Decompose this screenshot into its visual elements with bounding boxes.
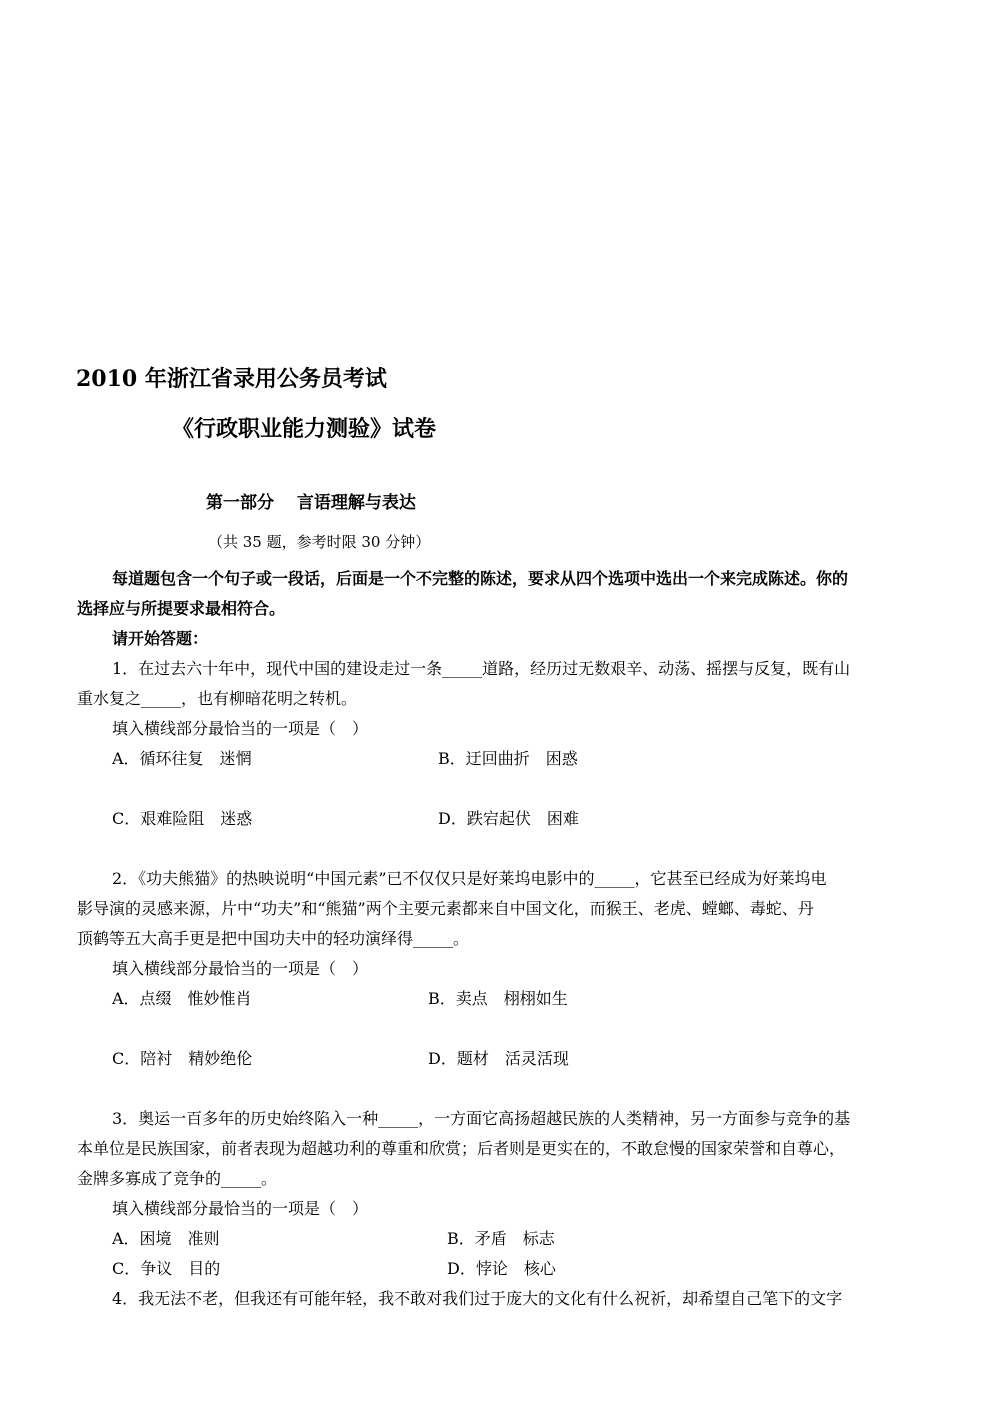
question-text-line: 4．我无法不老，但我还有可能年轻，我不敢对我们过于庞大的文化有什么祝祈，却希望自己笔下的文字 [112,1289,843,1308]
option-d: D．题材 活灵活现 [428,1049,569,1068]
instructions-start: 请开始答题： [112,629,209,648]
question-text-line: 本单位是民族国家，前者表现为超越功利的尊重和欣赏；后者则是更实在的，不敢怠慢的国家荣誉和自尊心， [77,1139,846,1158]
option-c: C．艰难险阻 迷惑 [112,809,253,828]
exam-title-line1: 2010 年浙江省录用公务员考试 [76,366,387,392]
exam-title-line2: 《行政职业能力测验》试卷 [172,416,437,442]
question-text-line: 金牌多寡成了竞争的_____。 [77,1169,278,1188]
option-b: B．迂回曲折 困惑 [438,749,578,768]
question-text-line: 3．奥运一百多年的历史始终陷入一种_____，一方面它高扬超越民族的人类精神，另一方面参与竞争的基 [112,1109,851,1128]
option-a: A．循环往复 迷惘 [112,749,252,768]
section-title: 第一部分 言语理解与表达 [206,493,416,513]
question-text-line: 2．《功夫熊猫》的热映说明“中国元素”已不仅仅只是好莱坞电影中的_____，它甚至已经成为好莱坞电 [112,869,827,888]
question-prompt: 填入横线部分最恰当的一项是（ ） [112,1199,369,1218]
question-text-line: 重水复之_____，也有柳暗花明之转机。 [77,689,358,708]
option-c: C．争议 目的 [112,1259,221,1278]
option-d: D．悖论 核心 [447,1259,556,1278]
instructions-line1: 每道题包含一个句子或一段话，后面是一个不完整的陈述，要求从四个选项中选出一个来完成陈述。你的 [112,569,849,588]
section-note: （共 35 题，参考时限 30 分钟） [208,533,431,551]
question-text-line: 1．在过去六十年中，现代中国的建设走过一条_____道路，经历过无数艰辛、动荡、摇摆与反复，既有山 [112,659,851,678]
question-text-line: 影导演的灵感来源，片中“功夫”和“熊猫”两个主要元素都来自中国文化，而猴王、老虎、螳螂、毒蛇、丹 [77,899,814,918]
question-prompt: 填入横线部分最恰当的一项是（ ） [112,959,369,978]
option-c: C．陪衬 精妙绝伦 [112,1049,253,1068]
option-b: B．卖点 栩栩如生 [428,989,568,1008]
instructions-line2: 选择应与所提要求最相符合。 [77,599,286,618]
option-d: D．跌宕起伏 困难 [438,809,579,828]
question-text-line: 顶鹤等五大高手更是把中国功夫中的轻功演绎得_____。 [77,929,470,948]
option-b: B．矛盾 标志 [447,1229,555,1248]
option-a: A．困境 准则 [112,1229,220,1248]
question-prompt: 填入横线部分最恰当的一项是（ ） [112,719,369,738]
option-a: A．点缀 惟妙惟肖 [112,989,252,1008]
